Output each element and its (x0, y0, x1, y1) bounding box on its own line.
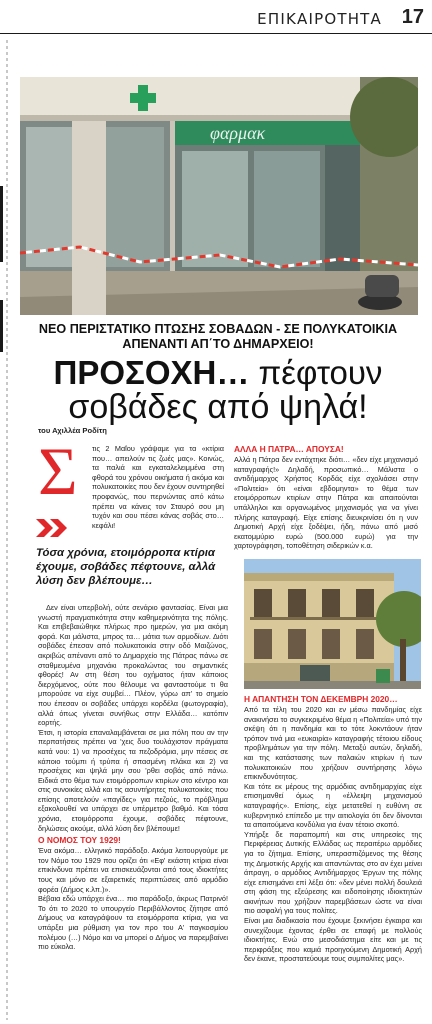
body-paragraph: Και τότε εκ μέρους της αρμόδιας αντιδημαρχίας είχε επισημανθεί όμως η «έλλειψη μηχανισμού καταγραφής». Επίσης, είχε μετατεθεί η ευθύνη σε κυβερνητικό επίπεδο με την αιτιολογία ότι δεν δίνονται τα απαιτούμενα κονδύλια για έναν τέτοιο σκοπό. (244, 781, 422, 830)
section-name: ΕΠΙΚΑΙΡΟΤΗΤΑ (257, 10, 382, 28)
body-paragraph: Υπήρξε δε παραπομπή και στις υπηρεσίες της Περιφέρειας Δυτικής Ελλάδας ως περαιτέρω αρμόδιες για το ζήτημα. Επίσης, υπερασπιζόμενος της θέσης της Δημοτικής Αρχής και απαντώντας στο αν έχει μείνει άπραγη, ο αρμόδιος Αντιδήμαρχος Έργων της πόλης είχε επισημάνει επί λέξει ότι: «δεν μένει πολλή δουλειά στη φάση της εξεύρεσης και ειδοποίησης ιδιοκτητών ακινήτων που χρήζουν παρεμβάσεων ώστε να είναι πιο ασφαλή για τους πολίτες. (244, 829, 422, 916)
body-paragraph: Ένα ακόμα… ελληνικό παράδοξο. Ακόμα λειτουργούμε με τον Νόμο του 1929 που ορίζει ότι «Εφ' εκάστη κτίρια είναι επικίνδυνα πρέπει να επισκευάζονται από τους ιδιοκτήτες τους και μόνο σε εξαιρετικές περιπτώσεις από αρμόδιο φορέα (Δήμος κ.λπ.)». (38, 846, 228, 894)
body-paragraph: Έτσι, η ιστορία επαναλαμβάνεται σε μια πόλη που αν την περπατήσεις πρέπει να 'χεις δυο τουλάχιστον πράγματα κατά νου: 1) να προσέχεις τα πεζοδρόμια, μην πέσεις σε κάποιο τούμπι ή τρύπα ή σπασμένη πλάκα και 2) να προσέχεις και ψηλά μην σου 'ρθει σοβάς από πάνω. Ειδικά στο θέμα των ετοιμόρροπων κτιρίων στο κέντρο και στις συνοικίες αλλά και τις ασυντήρητες πολυκατοικίες που επίσης αποτελούν «παγίδες» για πεζούς, το πρόβλημα εξακολουθεί να υπάρχει σε υπέρμετρο βαθμό. Και τόσα χρόνια, ετοιμόρροπα έχουμε, σοβάδες πέφτουνε, δηλώσεις ακούμε, αλλά λύση δεν βλέπουμε! (38, 727, 228, 833)
subheadline: Τόσα χρόνια, ετοιμόρροπα κτίρια έχουμε, σοβάδες πέφτουνε, αλλά λύση δεν βλέπουμε… (36, 547, 216, 587)
byline: του Αχιλλέα Ροδίτη (38, 426, 107, 435)
right-top-column (234, 444, 422, 551)
body-paragraph: Δεν είναι υπερβολή, ούτε σενάριο φαντασίας. Είναι μια γνωστή πραγματικότητα στην καθημερινότητα της πόλης. Και επιβεβαιώθηκε πλήρως προ ημερών, για μια ακόμη φορά. Και μάλιστα, μπρος τα… μάτια των αρμοδίων. Διότι σοβάδες έπεσαν από πολυκατοικία στην οδό Μαιζώνος, ακριβώς απέναντι από το Δημαρχείο της Πάτρας πάνω σε σταθμευμένα μηχανάκι προκαλώντας του σημαντικές φθορές! Αν στη θέση του οχήματος ήταν κάποιος διερχόμενος, ούτε που θέλουμε να φανταστούμε τι θα μπορούσε να είχε συμβεί… Πλέον, γύρω απ' το σημείο που έπεσαν οι σοβάδες υπάρχει κορδέλα (φωτογραφία), αλλά όπως γίνεται συνήθως στην Ελλάδα… κατόπιν εορτής. (38, 603, 228, 728)
main-photo (20, 77, 418, 315)
kicker: ΝΕΟ ΠΕΡΙΣΤΑΤΙΚΟ ΠΤΩΣΗΣ ΣΟΒΑΔΩΝ - ΣΕ ΠΟΛΥΚΑΤΟΙΚΙΑ ΑΠΕΝΑΝΤΙ ΑΠ΄ΤΟ ΔΗΜΑΡΧΕΙΟ! (38, 322, 398, 351)
side-strip (6, 40, 8, 1020)
drop-cap: Σ (38, 433, 78, 509)
headline-bold: ΠΡΟΣΟΧΗ… (53, 354, 250, 391)
right-bottom-column (244, 694, 422, 964)
intro-text (56, 444, 224, 530)
headline-light: πέφτουν (249, 354, 383, 391)
body-paragraph: Από τα τέλη του 2020 και εν μέσω πανδημίας είχε ανακινήσει το συγκεκριμένο θέμα η «Πολιτεία» υπό την σκέψη ότι η πανδημία και το τότε λοκντάουν ήταν τρόπον τινά μια «ευκαιρία» καταγραφής τέτοιου είδους προβλημάτων για την πόλη. Μεταξύ αυτών, δηλαδή, και της κατάστασης των παλαιών κτιρίων ή των πολυκατοικιών που χρήζουν συντήρησης λόγω επικινδυνότητας. (244, 705, 422, 782)
headline-line2: σοβάδες από ψηλά! (68, 388, 368, 426)
body-paragraph: Είναι μια διαδικασία που έχουμε ξεκινήσει έγκαιρα και συνεχίζουμε έχοντας έρθει σε επαφή με πολλούς ιδιοκτήτες. Ενώ στο μεσοδιάστημα είτε και με τις περιφράξεις που καμιά προηγούμενη Δημοτική Αρχή δεν έκανε, προστατεύουμε τους συμπολίτες μας». (244, 916, 422, 964)
chevron-marker-icon (36, 517, 70, 539)
body-left-column (38, 603, 228, 952)
left-edge-bar (0, 300, 3, 352)
section-heading: Η ΑΠΑΝΤΗΣΗ ΤΟΝ ΔΕΚΕΜΒΡΗ 2020… (244, 694, 398, 704)
page-number: 17 (401, 6, 424, 28)
section-heading: Ο ΝΟΜΟΣ ΤΟΥ 1929! (38, 835, 121, 846)
intro-paragraph: τις 2 Μαΐου γράψαμε για τα «κτίρια που… απειλούν τις ζωές μας». Κοινώς, τα παλιά και εγκαταλελειμμένα στη φθορά του χρόνου οικήματα ή ακόμα και πολυκατοικίες που δεν έχουν συντηρηθεί προφανώς, που περνώντας από κάτω πρέπει να κάνεις τον Σταυρό σου μη τυχόν και σου πέσει κάνας σοβάς στο… κεφάλι! (92, 444, 224, 530)
left-edge-bar (0, 186, 3, 262)
body-paragraph: Βέβαια εδώ υπάρχει ένα… πιο παράδοξο, άκρως Πατρινό! Το ότι το 2020 το υπουργείο Περιβάλλοντος ζήτησε από Δήμους να καταγράψουν τα ετοιμόρροπα κτίρια, για να υπάρξει μια ρύθμιση για τον προ του Α' παγκοσμίου πολέμου (…) Νόμο και να μπορεί ο Δήμος να παρεμβαίνει πιο εύκολα. (38, 894, 228, 952)
page-header (0, 0, 432, 34)
section-heading: ΑΛΛΑ Η ΠΑΤΡΑ… ΑΠΟΥΣΑ! (234, 444, 344, 454)
building-photo (244, 559, 421, 689)
body-paragraph: Αλλά η Πάτρα δεν εντάχτηκε διότι… «δεν είχε μηχανισμό καταγραφής!» Δηλαδή, προσωπικό… Μάλιστα ο αντιδήμαρχος Χρήστος Κορδάς είχε σχολιάσει στην «Πολιτεία» ότι «είναι εβδομηντα» το θέμα των ετοιμόρροπων κτιρίων στην Πάτρα και απαιτούνται υπάλληλοι και οργανωμένος μηχανισμός για να γίνει πλήρης καταγραφή. Είχε επίσης διευκρινίσει ότι η νυν Δημοτική Αρχή είχε ξοδέψει, ήδη, πάνω από μισό εκατομμύριο ευρώ (500.000 ευρώ) για την χαρτογράφηση, τοποθέτηση σιδερικών κ.α. (234, 455, 418, 551)
headline (18, 355, 418, 425)
pharmacy-sign-text: φαρμακ (210, 123, 266, 143)
